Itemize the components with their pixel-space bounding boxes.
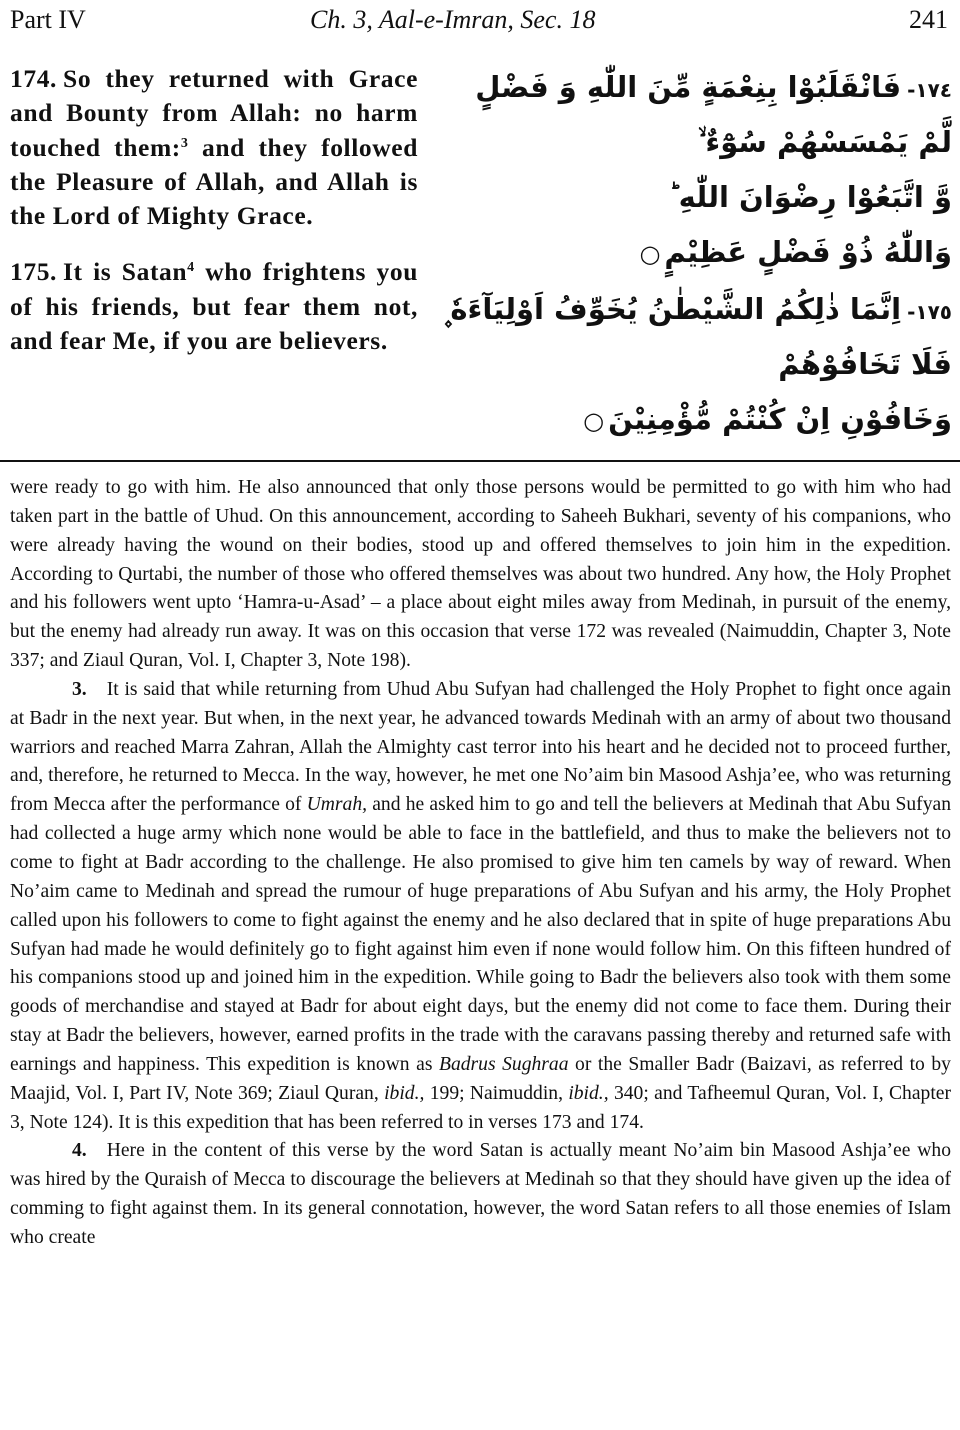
- verse-end-marker: ○: [583, 407, 605, 435]
- part-label: Part IV: [10, 5, 86, 34]
- footnote-marker: 3: [180, 135, 189, 151]
- note-3: [10, 676, 951, 1138]
- verse-174-translation: [10, 62, 418, 233]
- footnote-marker: 4: [187, 260, 195, 276]
- arabic-text: وَّ اتَّبَعُوْا رِضْوَانَ اللّٰهِ ؕ: [668, 180, 952, 214]
- arabic-line: [520, 392, 952, 447]
- arabic-text: لَّمْ يَمْسَسْهُمْ سُوْٓءٌ ۙ: [698, 125, 952, 159]
- note-text: 340; and Tafheemul Quran, Vol. I, Chapter 3, Note 124). It is this expedition that has been referred to in verses 173 and 174.: [10, 1082, 951, 1133]
- verses-translation: [10, 62, 418, 380]
- note-number: 4.: [72, 1140, 87, 1162]
- verse-text: and they followed the Pleasure of Allah, and Allah is the Lord of Mighty Grace.: [10, 132, 418, 231]
- page-number: 241: [909, 5, 948, 34]
- verse-end-marker: ○: [639, 240, 661, 268]
- verses-arabic: [443, 60, 952, 447]
- note-italic: Umrah,: [306, 794, 368, 816]
- note-italic: ibid.,: [568, 1082, 609, 1104]
- note-italic: Badrus Sughraa: [438, 1053, 569, 1075]
- arabic-line: [520, 170, 952, 225]
- arabic-text: فَلَا تَخَافُوْهُمْ: [778, 347, 952, 381]
- verse-text: So they returned with Grace and Bounty from Allah: no harm touched them:: [10, 64, 418, 162]
- arabic-line: [520, 115, 952, 170]
- note-4: [10, 1137, 951, 1252]
- verse-text: who frightens you of his friends, but fear them not, and fear Me, if you are believers.: [10, 257, 418, 356]
- verse-number: 175.: [10, 257, 58, 287]
- arabic-text: وَخَافُوْنِ اِنْ كُنْتُمْ مُّؤْمِنِيْنَ: [608, 402, 952, 436]
- note-continuation: were ready to go with him. He also announced that only those persons would be permitted to go with him who had taken part in the battle of Uhud. On this announcement, according to Saheeh Bukhari, seventy of his companions, who were already having the wound on their bodies, stood up and offered themselves to join him in the expedition. According to Qurtabi, the number of those who offered themselves was about two hundred. Any how, the Holy Prophet and his followers went upto ‘Hamra-u-Asad’ – a place about eight miles away from Medinah, in pursuit of the enemy, but the enemy had already run away. It was on this occasion that verse 172 was revealed (Naimuddin, Chapter 3, Note 337; and Ziaul Quran, Vol. I, Chapter 3, Note 198).: [10, 477, 951, 672]
- arabic-line: [443, 282, 952, 337]
- arabic-verse-number: ١٧٤-: [907, 78, 952, 102]
- arabic-line: [520, 337, 952, 392]
- note-text: and he asked him to go and tell the believers at Medinah that Abu Sufyan had collected a huge army which none would be able to face in the battlefield, and thus to make the believers not to come to fight at Badr according to the challenge. He also promised to give him ten camels by way of reward. When No’aim came to Medinah and spread the rumour of huge preparations of Abu Sufyan and his army, the Holy Prophet called upon his followers to come to fight against the enemy and he also declared that in spite of huge preparations Abu Sufyan had made he would definitely go to fight against him even if none would follow him. On this fifteen hundred of his companions stood up and joined him in the expedition. While going to Badr the believers also took with them some goods of merchandise and stayed at Badr for about eight days, but the enemy did not come to face them. During their stay at Badr the believers, however, earned profits in the trade with the caravans passing thereby and returned safe with earnings and happiness. This expedition is known as: [10, 794, 951, 1075]
- running-header: [10, 2, 948, 38]
- note-text: It is said that while returning from Uhud Abu Sufyan had challenged the Holy Prophet to fight once again at Badr in the next year. But when, in the next year, he advanced towards Medinah with an army of about two thousand warriors and reached Marra Zahran, Allah the Almighty cast terror into his heart and he decided not to proceed further, and, therefore, he returned to Mecca. In the way, however, he met one No’aim bin Masood Ashja’ee, who was returning from Mecca after the performance of: [10, 678, 951, 816]
- note-italic: ibid.,: [384, 1082, 425, 1104]
- note-number: 3.: [72, 678, 87, 700]
- arabic-text: وَاللّٰهُ ذُوْ فَضْلٍ عَظِيْمٍ: [664, 235, 952, 269]
- chapter-title: Ch. 3, Aal-e-Imran, Sec. 18: [310, 5, 596, 34]
- arabic-text: اِنَّمَا ذٰلِكُمُ الشَّيْطٰنُ يُخَوِّفُ اَوْلِيَآءَهٗ ۪: [443, 292, 902, 326]
- arabic-line: [520, 225, 952, 280]
- arabic-line: [475, 60, 952, 115]
- arabic-verse-number: ١٧٥-: [907, 300, 952, 324]
- section-divider: [0, 460, 960, 462]
- arabic-text: فَانْقَلَبُوْا بِنِعْمَةٍ مِّنَ اللّٰهِ وَ فَضْلٍ: [475, 70, 902, 104]
- note-text: 199; Naimuddin,: [424, 1082, 569, 1104]
- footnotes: [10, 474, 951, 1253]
- verse-number: 174.: [10, 64, 58, 93]
- note-text: or the Smaller Badr (Baizavi, as referred to by Maajid, Vol. I, Part IV, Note 369; Ziaul Quran,: [10, 1053, 951, 1104]
- verse-text: It is Satan: [63, 257, 188, 287]
- note-text: Here in the content of this verse by the word Satan is actually meant No’aim bin Masood Ashja’ee who was hired by the Quraish of Mecca to discourage the believers at Medinah so that they should have given up the idea of comming to fight against them. In its general connotation, however, the word Satan refers to all those enemies of Islam who create: [10, 1140, 951, 1248]
- verse-175-translation: [10, 255, 418, 358]
